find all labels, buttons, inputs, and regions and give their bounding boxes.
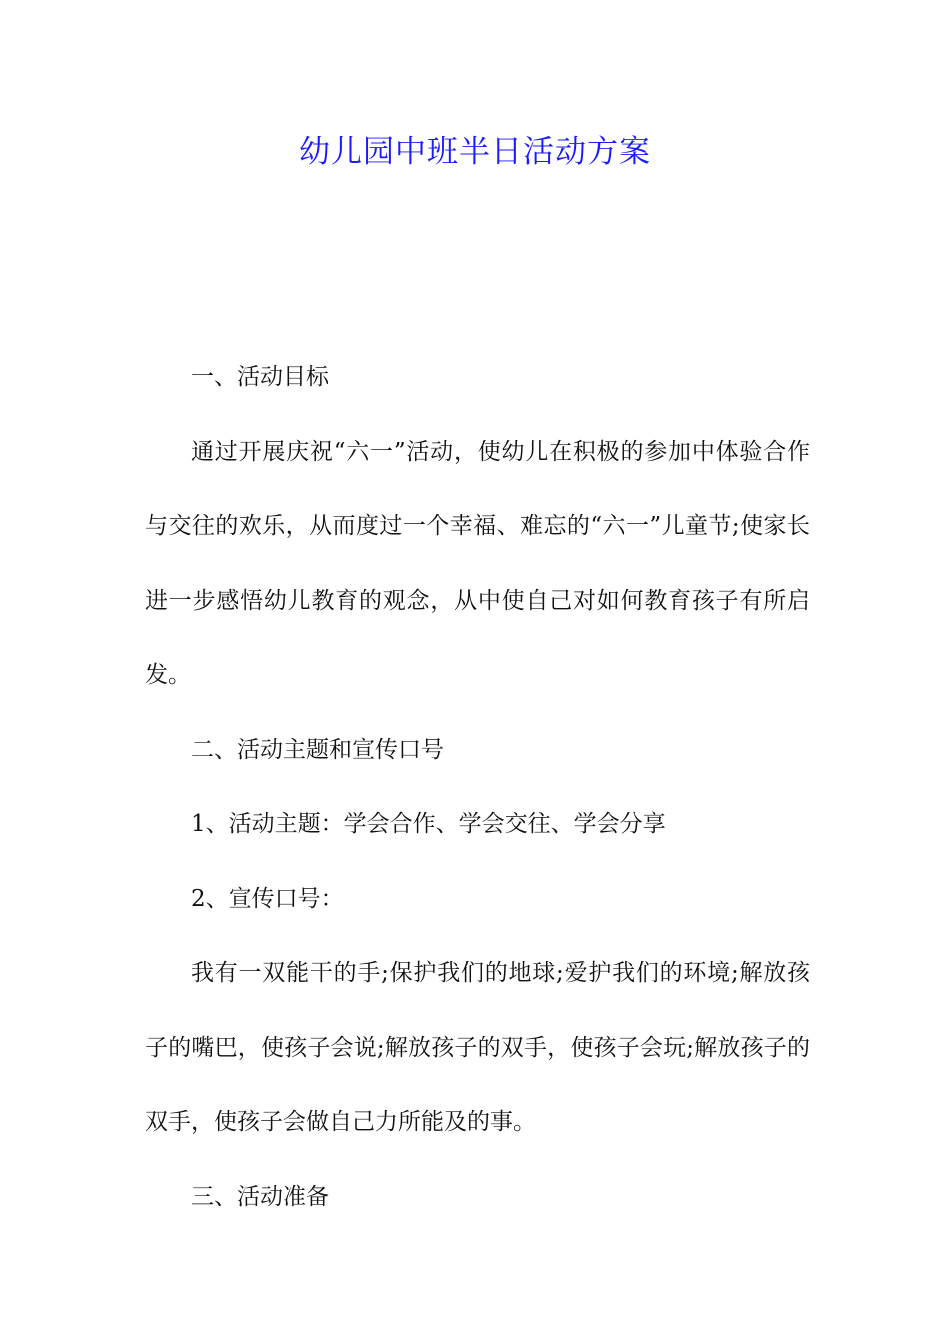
paragraph-slogan-label: 2、宣传口号：: [191, 885, 344, 912]
paragraph-slogans: 我有一双能干的手;保护我们的地球;爱护我们的环境;解放孩子的嘴巴，使孩子会说;解放孩子的双手，使孩子会玩;解放孩子的双手，使孩子会做自己力所能及的事。: [145, 960, 810, 1135]
section-heading-goals: 一、活动目标: [191, 364, 329, 390]
document-body: [145, 340, 810, 1234]
document-title: 幼儿园中班半日活动方案: [299, 134, 651, 170]
paragraph-theme: 1、活动主题：学会合作、学会交往、学会分享: [191, 811, 666, 837]
section-heading-theme: 二、活动主题和宣传口号: [191, 736, 444, 763]
paragraph-goals: 通过开展庆祝“六一”活动，使幼儿在积极的参加中体验合作与交往的欢乐，从而度过一个幸福、难忘的“六一”儿童节;使家长进一步感悟幼儿教育的观念，从中使自己对如何教育孩子有所启发。: [145, 438, 810, 688]
section-heading-preparation: 三、活动准备: [191, 1183, 329, 1210]
